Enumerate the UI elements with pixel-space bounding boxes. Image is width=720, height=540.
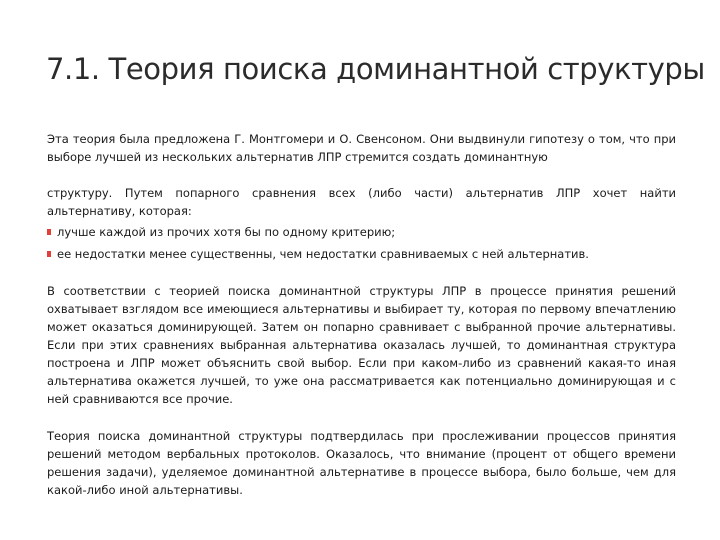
criteria-list xyxy=(47,223,676,263)
paragraph-process: В соответствии с теорией поиска доминантной структуры ЛПР в процессе принятия решений охватывает взглядом все имеющиеся альтернативы и выбирает ту, которая по первому впечатлению может оказаться доминирующей. Затем он попарно сравнивает с выбранной прочие альтернативы. Если при этих сравнениях выбранная альтернатива оказалась лучшей, то доминантная структура построена и ЛПР может объяснить свой выбор. Если при каком-либо из сравнений какая-то иная альтернатива окажется лучшей, то уже она рассматривается как потенциально доминирующая и с ней сравниваются все прочие. xyxy=(47,284,676,406)
paragraph-confirmation: Теория поиска доминантной структуры подтвердилась при прослеживании процессов принятия решений методом вербальных протоколов. Оказалось, что внимание (процент от общего времени решения задачи), уделяемое доминантной альтернативе в процессе выбора, было больше, чем для какой-либо иной альтернативы. xyxy=(47,429,676,497)
list-item xyxy=(47,223,676,241)
list-item-text: лучше каждой из прочих хотя бы по одному критерию; xyxy=(57,225,396,239)
paragraph-intro: Эта теория была предложена Г. Монтгомери и О. Свенсоном. Они выдвинули гипотезу о том, что при выборе лучшей из нескольких альтернатив ЛПР стремится создать доминантную xyxy=(47,132,676,164)
page-title: 7.1. Теория поиска доминантной структуры xyxy=(46,52,705,86)
square-bullet-icon xyxy=(47,229,51,235)
slide-body xyxy=(47,130,676,499)
list-item xyxy=(47,245,676,263)
square-bullet-icon xyxy=(47,251,51,257)
list-item-text: ее недостатки менее существенны, чем недостатки сравниваемых с ней альтернатив. xyxy=(57,247,589,261)
paragraph-structure: структуру. Путем попарного сравнения всех (либо части) альтернатив ЛПР хочет найти альтернативу, которая: xyxy=(47,186,676,218)
